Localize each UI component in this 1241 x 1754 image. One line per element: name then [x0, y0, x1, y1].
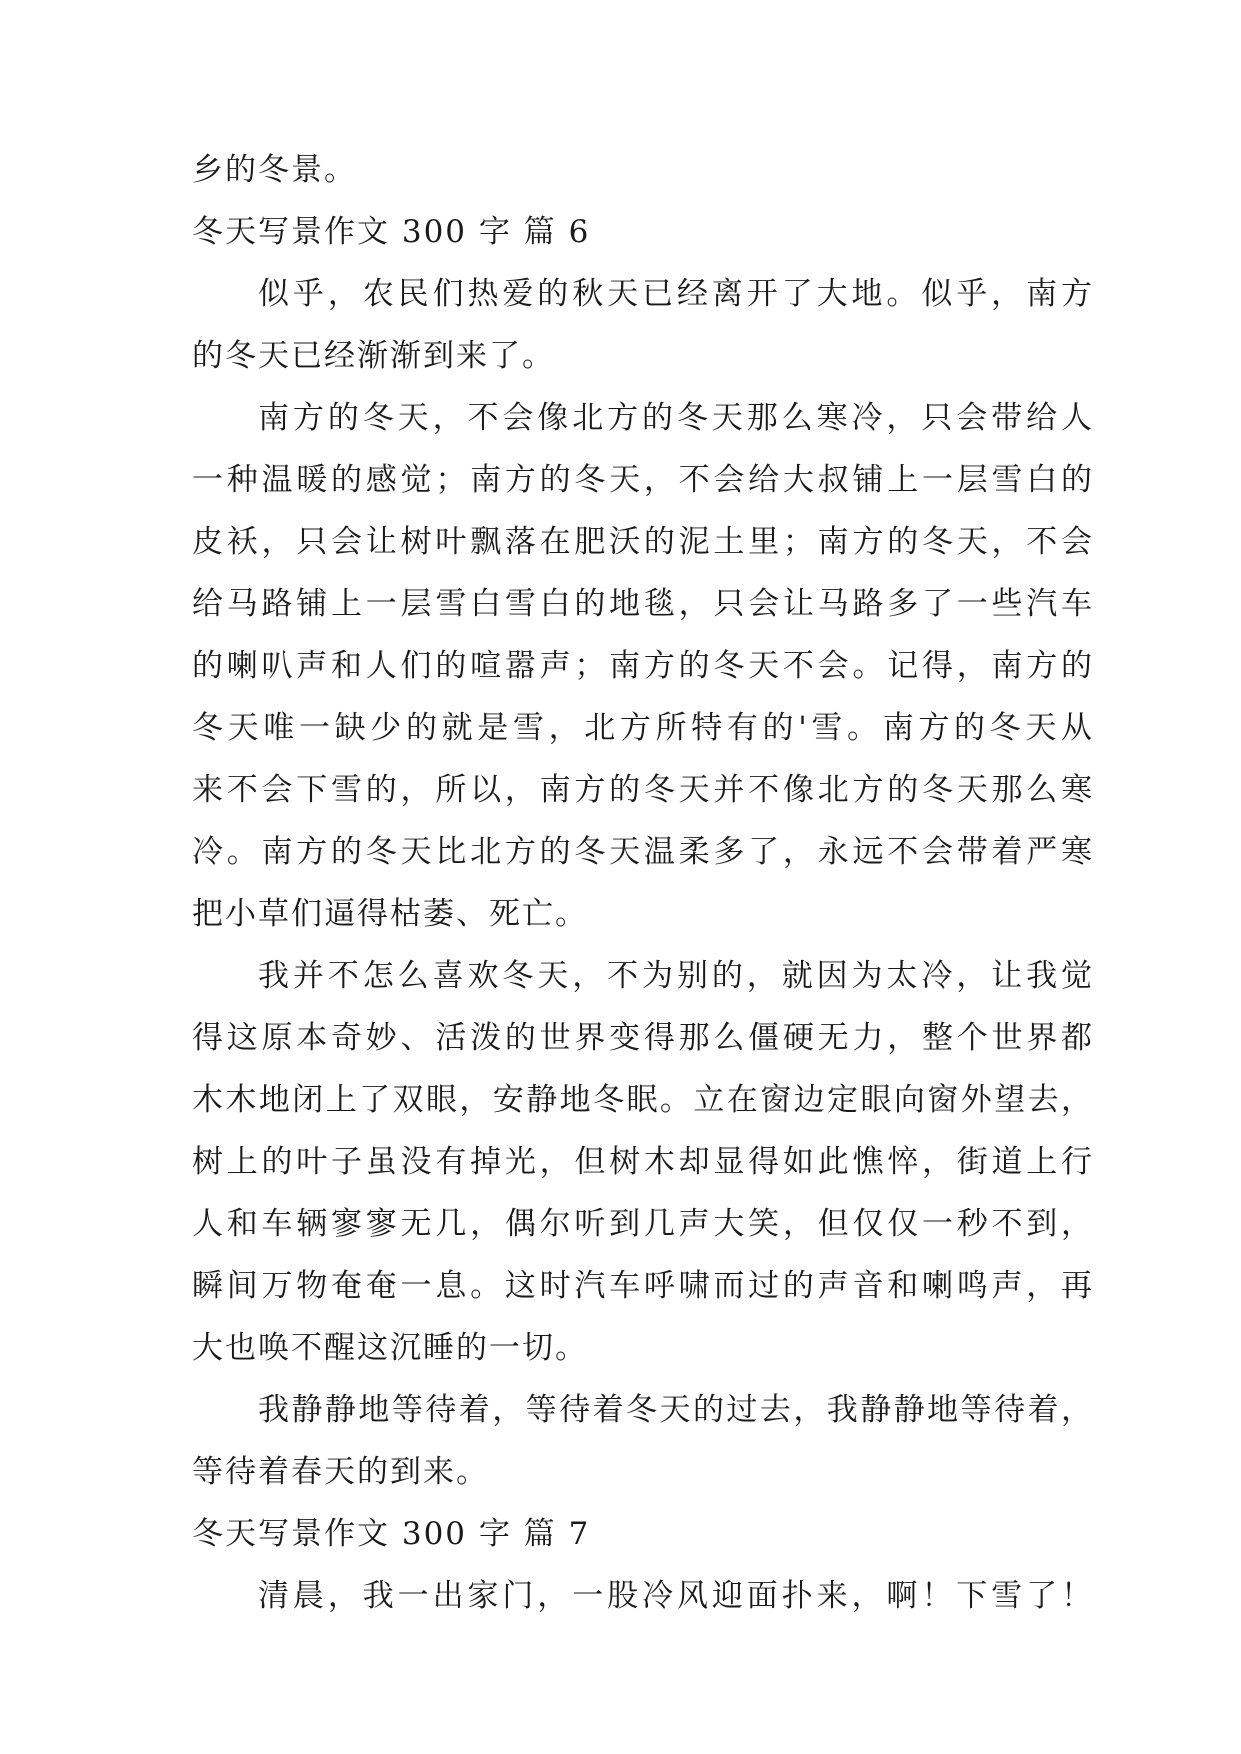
paragraph-line: 的喇叭声和人们的喧嚣声；南方的冬天不会。记得，南方的 [192, 648, 1092, 684]
paragraph-line: 木木地闭上了双眼，安静地冬眠。立在窗边定眼向窗外望去， [192, 1082, 1092, 1118]
paragraph-line: 树上的叶子虽没有掉光，但树木却显得如此憔悴，街道上行 [192, 1144, 1092, 1180]
section-heading: 冬天写景作文 300 字 篇 7 [192, 1516, 591, 1552]
section-heading: 冬天写景作文 300 字 篇 6 [192, 214, 591, 250]
paragraph-line: 清晨，我一出家门，一股冷风迎面扑来，啊！下雪了！ [258, 1578, 1092, 1614]
paragraph-line: 把小草们逼得枯萎、死亡。 [192, 896, 588, 932]
paragraph-line: 南方的冬天，不会像北方的冬天那么寒冷，只会带给人 [258, 400, 1092, 436]
paragraph-line: 似乎，农民们热爱的秋天已经离开了大地。似乎，南方 [258, 276, 1092, 312]
paragraph-line: 等待着春天的到来。 [192, 1454, 489, 1490]
paragraph-line: 人和车辆寥寥无几，偶尔听到几声大笑，但仅仅一秒不到， [192, 1206, 1092, 1242]
paragraph-line: 冷。南方的冬天比北方的冬天温柔多了，永远不会带着严寒 [192, 834, 1092, 870]
paragraph-line: 的冬天已经渐渐到来了。 [192, 338, 555, 374]
paragraph-line: 得这原本奇妙、活泼的世界变得那么僵硬无力，整个世界都 [192, 1020, 1092, 1056]
paragraph-line: 瞬间万物奄奄一息。这时汽车呼啸而过的声音和喇鸣声，再 [192, 1268, 1092, 1304]
paragraph-line: 冬天唯一缺少的就是雪，北方所特有的'雪。南方的冬天从 [192, 710, 1092, 746]
paragraph-line: 我静静地等待着，等待着冬天的过去，我静静地等待着， [258, 1392, 1092, 1428]
paragraph-line: 来不会下雪的，所以，南方的冬天并不像北方的冬天那么寒 [192, 772, 1092, 808]
paragraph-line: 皮袄，只会让树叶飘落在肥沃的泥土里；南方的冬天，不会 [192, 524, 1092, 560]
paragraph-line: 大也唤不醒这沉睡的一切。 [192, 1330, 588, 1366]
paragraph-line: 一种温暖的感觉；南方的冬天，不会给大叔铺上一层雪白的 [192, 462, 1092, 498]
paragraph-line: 给马路铺上一层雪白雪白的地毯，只会让马路多了一些汽车 [192, 586, 1092, 622]
text-line: 乡的冬景。 [192, 152, 357, 188]
paragraph-line: 我并不怎么喜欢冬天，不为别的，就因为太冷，让我觉 [258, 958, 1092, 994]
